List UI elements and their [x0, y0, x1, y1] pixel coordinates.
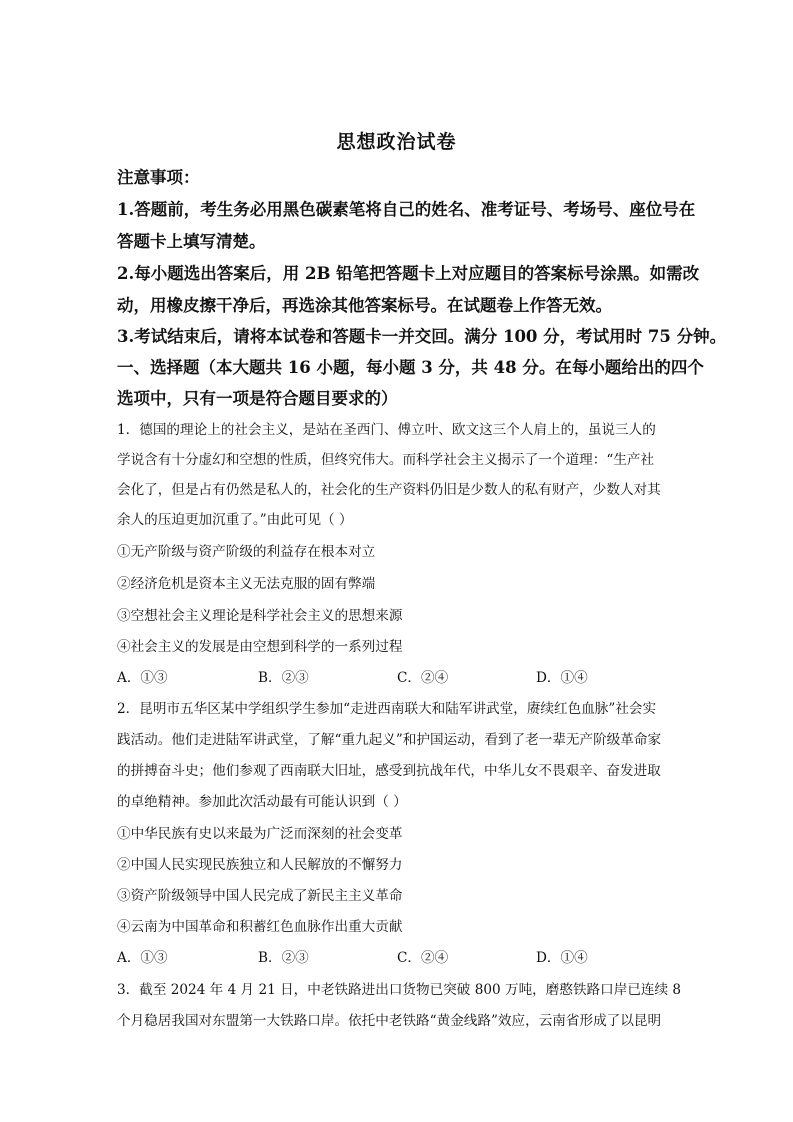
question-2-option-c[interactable]: C．②④: [397, 950, 449, 966]
question-1-option-b[interactable]: B．②③: [258, 670, 309, 686]
question-1-stem: 学说含有十分虚幻和空想的性质，但终究伟大。而科学社会主义揭示了一个道理：“生产社: [117, 452, 655, 468]
question-1-option-d[interactable]: D．①④: [536, 670, 588, 686]
notice-line: 3.考试结束后，请将本试卷和答题卡一并交回。满分 100 分，考试用时 75 分钟。: [117, 327, 727, 346]
question-1-option-c[interactable]: C．②④: [397, 670, 449, 686]
question-2-item: ④云南为中国革命和积蓄红色血脉作出重大贡献: [117, 919, 403, 935]
question-1-option-a[interactable]: A．①③: [117, 670, 168, 686]
section-heading: 选项中，只有一项是符合题目要求的）: [117, 389, 398, 408]
question-2-option-a[interactable]: A．①③: [117, 950, 168, 966]
question-1-item: ③空想社会主义理论是科学社会主义的思想来源: [117, 608, 403, 624]
question-3-stem: 3．截至 2024 年 4 月 21 日，中老铁路进出口货物已突破 800 万吨，磨憨铁路口岸已连续 8: [117, 982, 682, 998]
question-2-stem: 的卓绝精神。参加此次活动最有可能认识到（ ）: [117, 794, 407, 810]
question-1-item: ②经济危机是资本主义无法克服的固有弊端: [117, 576, 376, 592]
question-2-stem: 2．昆明市五华区某中学组织学生参加“走进西南联大和陆军讲武堂，赓续红色血脉”社会实: [117, 701, 657, 717]
notice-line: 答题卡上填写清楚。: [117, 232, 266, 251]
question-2-option-d[interactable]: D．①④: [536, 950, 588, 966]
notice-heading: 注意事项：: [117, 168, 200, 187]
question-1-item: ④社会主义的发展是由空想到科学的一系列过程: [117, 639, 403, 655]
question-1-stem: 余人的压迫更加沉重了。”由此可见（ ）: [117, 512, 353, 528]
question-1-item: ①无产阶级与资产阶级的利益存在根本对立: [117, 544, 376, 560]
notice-line: 动，用橡皮擦干净后，再选涂其他答案标号。在试题卷上作答无效。: [117, 296, 612, 315]
section-heading: 一、选择题（本大题共 16 小题，每小题 3 分，共 48 分。在每小题给出的四个: [117, 358, 704, 377]
question-1-stem: 1．德国的理论上的社会主义，是站在圣西门、傅立叶、欧文这三个人肩上的，虽说三人的: [117, 422, 656, 438]
question-2-item: ①中华民族有史以来最为广泛而深刻的社会变革: [117, 826, 403, 842]
question-2-stem: 践活动。他们走进陆军讲武堂，了解“重九起义”和护国运动，看到了老一辈无产阶级革命家: [117, 732, 662, 748]
question-2-option-b[interactable]: B．②③: [258, 950, 309, 966]
question-1-stem: 会化了，但是占有仍然是私人的，社会化的生产资料仍旧是少数人的私有财产，少数人对其: [117, 482, 661, 498]
notice-line: 1.答题前，考生务必用黑色碳素笔将自己的姓名、准考证号、考场号、座位号在: [117, 200, 696, 219]
question-3-stem: 个月稳居我国对东盟第一大铁路口岸。依托中老铁路“黄金线路”效应，云南省形成了以昆明: [117, 1013, 662, 1029]
question-2-item: ②中国人民实现民族独立和人民解放的不懈努力: [117, 857, 403, 873]
notice-line: 2.每小题选出答案后，用 2B 铅笔把答题卡上对应题目的答案标号涂黑。如需改: [117, 264, 700, 283]
question-2-item: ③资产阶级领导中国人民完成了新民主主义革命: [117, 888, 403, 904]
page-title: 思想政治试卷: [336, 131, 457, 153]
question-2-stem: 的拼搏奋斗史；他们参观了西南联大旧址，感受到抗战年代，中华儿女不畏艰辛、奋发进取: [117, 763, 661, 779]
